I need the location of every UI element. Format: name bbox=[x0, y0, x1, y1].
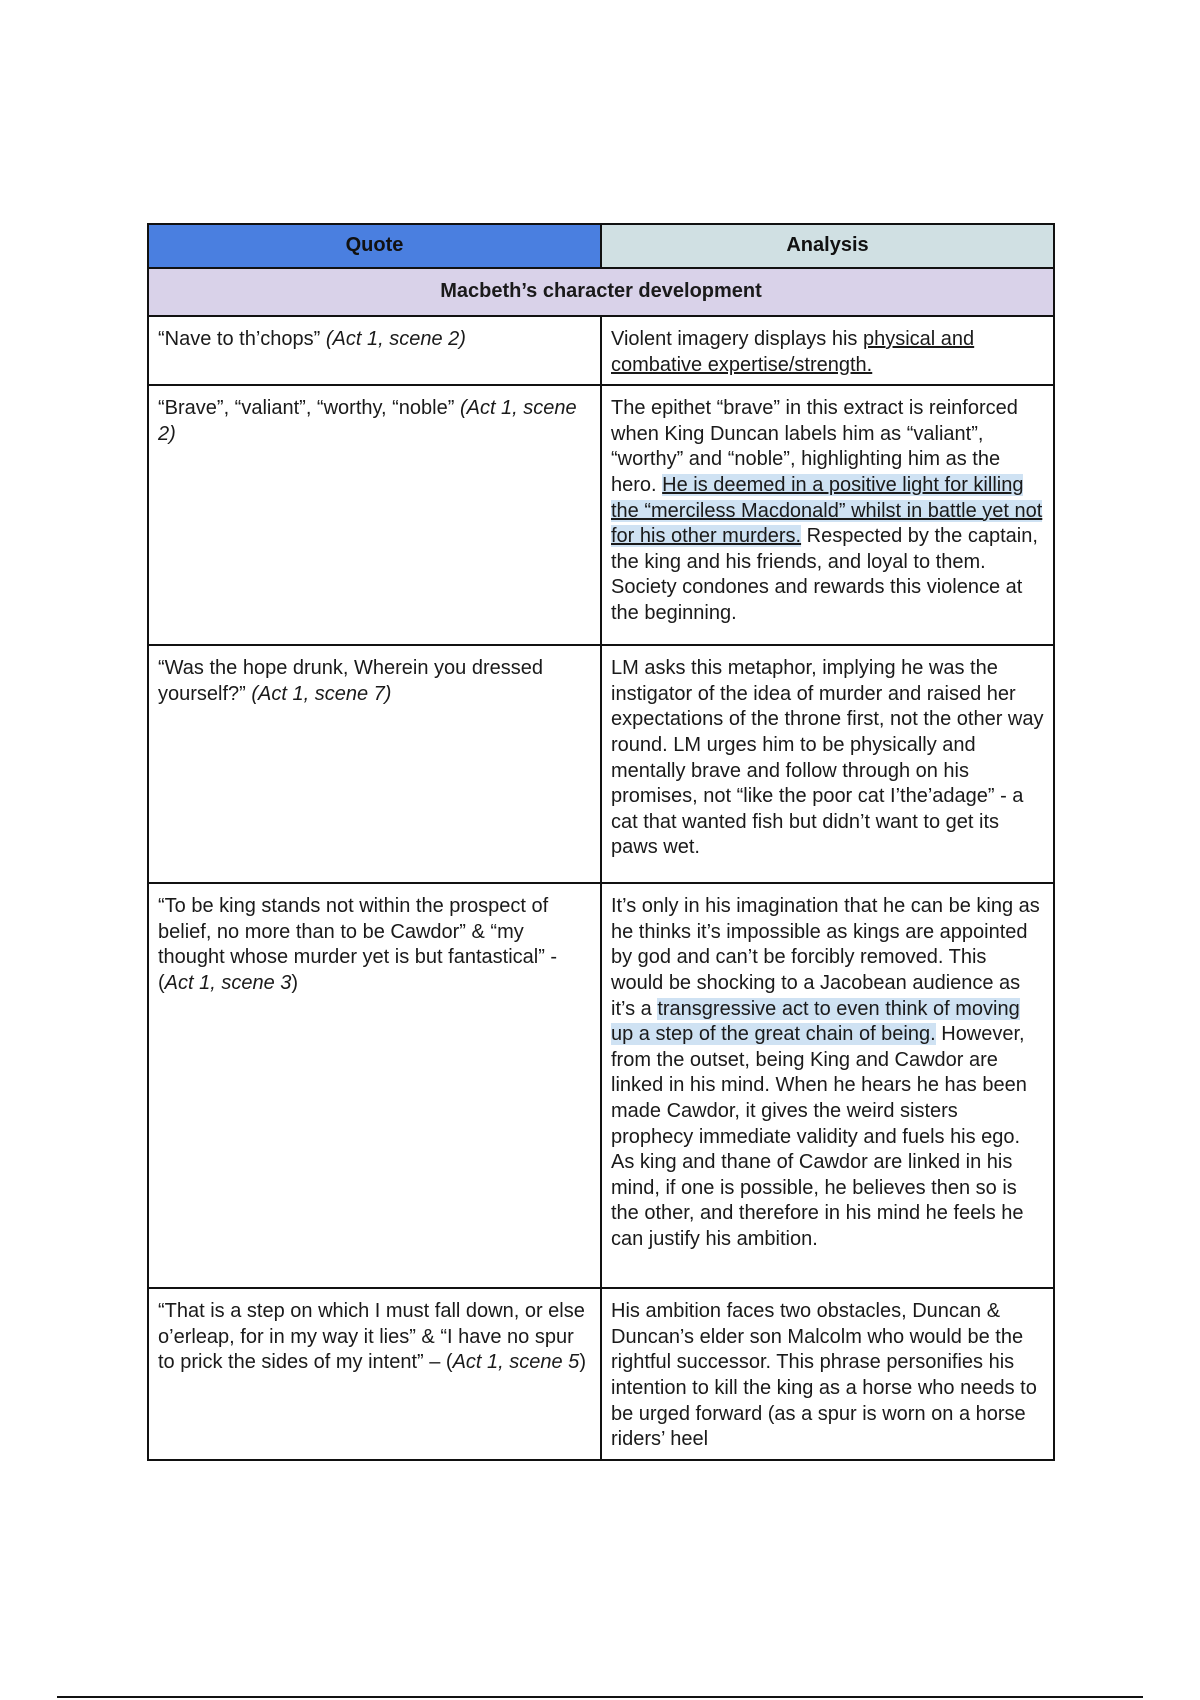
section-title: Macbeth’s character development bbox=[148, 268, 1054, 316]
quote-text: “That is a step on which I must fall down, or else o’erleap, for in my way it lies” & “I have no spur to prick the sides of my intent” – ( bbox=[158, 1300, 585, 1374]
quote-text: (Act 1, scene 2) bbox=[325, 328, 466, 350]
table-row bbox=[148, 385, 1054, 645]
analysis-column-header: Analysis bbox=[601, 224, 1054, 268]
quote-text: “Nave to th’chops” bbox=[158, 328, 326, 350]
quote-text: “Was the hope drunk, Wherein you dressed yourself?” bbox=[158, 657, 544, 705]
analysis-text: The epithet “brave” in this extract is reinforced when King Duncan labels him as “valiant”, “worthy” and “noble”, highlighting him as the hero. bbox=[611, 397, 1018, 496]
analysis-text: Violent imagery displays his bbox=[611, 328, 863, 350]
table-row bbox=[148, 316, 1054, 385]
quote-column-header: Quote bbox=[148, 224, 601, 268]
quote-text: “To be king stands not within the prospect of belief, no more than to be Cawdor” & “my thought whose murder yet is but fantastical” - ( bbox=[158, 895, 558, 994]
quote-text: (Act 1, scene 2) bbox=[158, 397, 577, 445]
quote-cell bbox=[148, 385, 601, 645]
analysis-cell bbox=[601, 883, 1054, 1288]
table-row bbox=[148, 645, 1054, 883]
analysis-text: Respected by the captain, the king and his friends, and loyal to them. Society condones and rewards this violence at the beginning. bbox=[611, 525, 1038, 624]
quote-text: Act 1, scene 5 bbox=[452, 1351, 580, 1374]
table-row bbox=[148, 883, 1054, 1288]
quote-text: (Act 1, scene 7) bbox=[251, 682, 392, 705]
analysis-text: However, from the outset, being King and Cawdor are linked in his mind. When he hears he has been made Cawdor, it gives the weird sisters prophecy immediate validity and fuels his ego. As king and thane of Cawdor are linked in his mind, if one is possible, he believes then so is the other, and therefore in his mind he feels he can justify his ambition. bbox=[611, 1023, 1027, 1250]
analysis-text: physical and combative expertise/strength. bbox=[611, 328, 975, 376]
quote-text: Act 1, scene 3 bbox=[164, 971, 292, 994]
analysis-cell bbox=[601, 1288, 1054, 1460]
quote-text: ) bbox=[291, 971, 299, 994]
analysis-text: LM asks this metaphor, implying he was the instigator of the idea of murder and raised her expectations of the throne first, not the other way round. LM urges him to be physically and mentally brave and follow through on his promises, not “like the poor cat I’the’adage” - a cat that wanted fish but didn’t want to get its paws wet. bbox=[611, 657, 1044, 859]
analysis-cell bbox=[601, 316, 1054, 385]
header-row bbox=[148, 224, 1054, 268]
analysis-text: transgressive act to even think of moving up a step of the great chain of being. bbox=[611, 997, 1020, 1046]
quote-analysis-table bbox=[147, 223, 1055, 1461]
footer-divider bbox=[57, 1696, 1143, 1698]
quote-text: “Brave”, “valiant”, “worthy, “noble” bbox=[158, 397, 460, 420]
analysis-text: It’s only in his imagination that he can be king as he thinks it’s impossible as kings are appointed by god and can’t be forcibly removed. This would be shocking to a Jacobean audience as it’s a bbox=[611, 895, 1040, 1020]
analysis-text: His ambition faces two obstacles, Duncan & Duncan’s elder son Malcolm who would be the rightful successor. This phrase personifies his intention to kill the king as a horse who needs to be urged forward (as a spur is worn on a horse riders’ heel bbox=[611, 1300, 1037, 1451]
analysis-text: He is deemed in a positive light for killing the “merciless Macdonald” whilst in battle yet not for his other murders. bbox=[611, 473, 1043, 548]
quote-cell bbox=[148, 316, 601, 385]
quote-cell bbox=[148, 883, 601, 1288]
section-row bbox=[148, 268, 1054, 316]
table-row bbox=[148, 1288, 1054, 1460]
quote-text: ) bbox=[579, 1351, 586, 1374]
quote-cell bbox=[148, 1288, 601, 1460]
analysis-cell bbox=[601, 385, 1054, 645]
quote-cell bbox=[148, 645, 601, 883]
analysis-cell bbox=[601, 645, 1054, 883]
